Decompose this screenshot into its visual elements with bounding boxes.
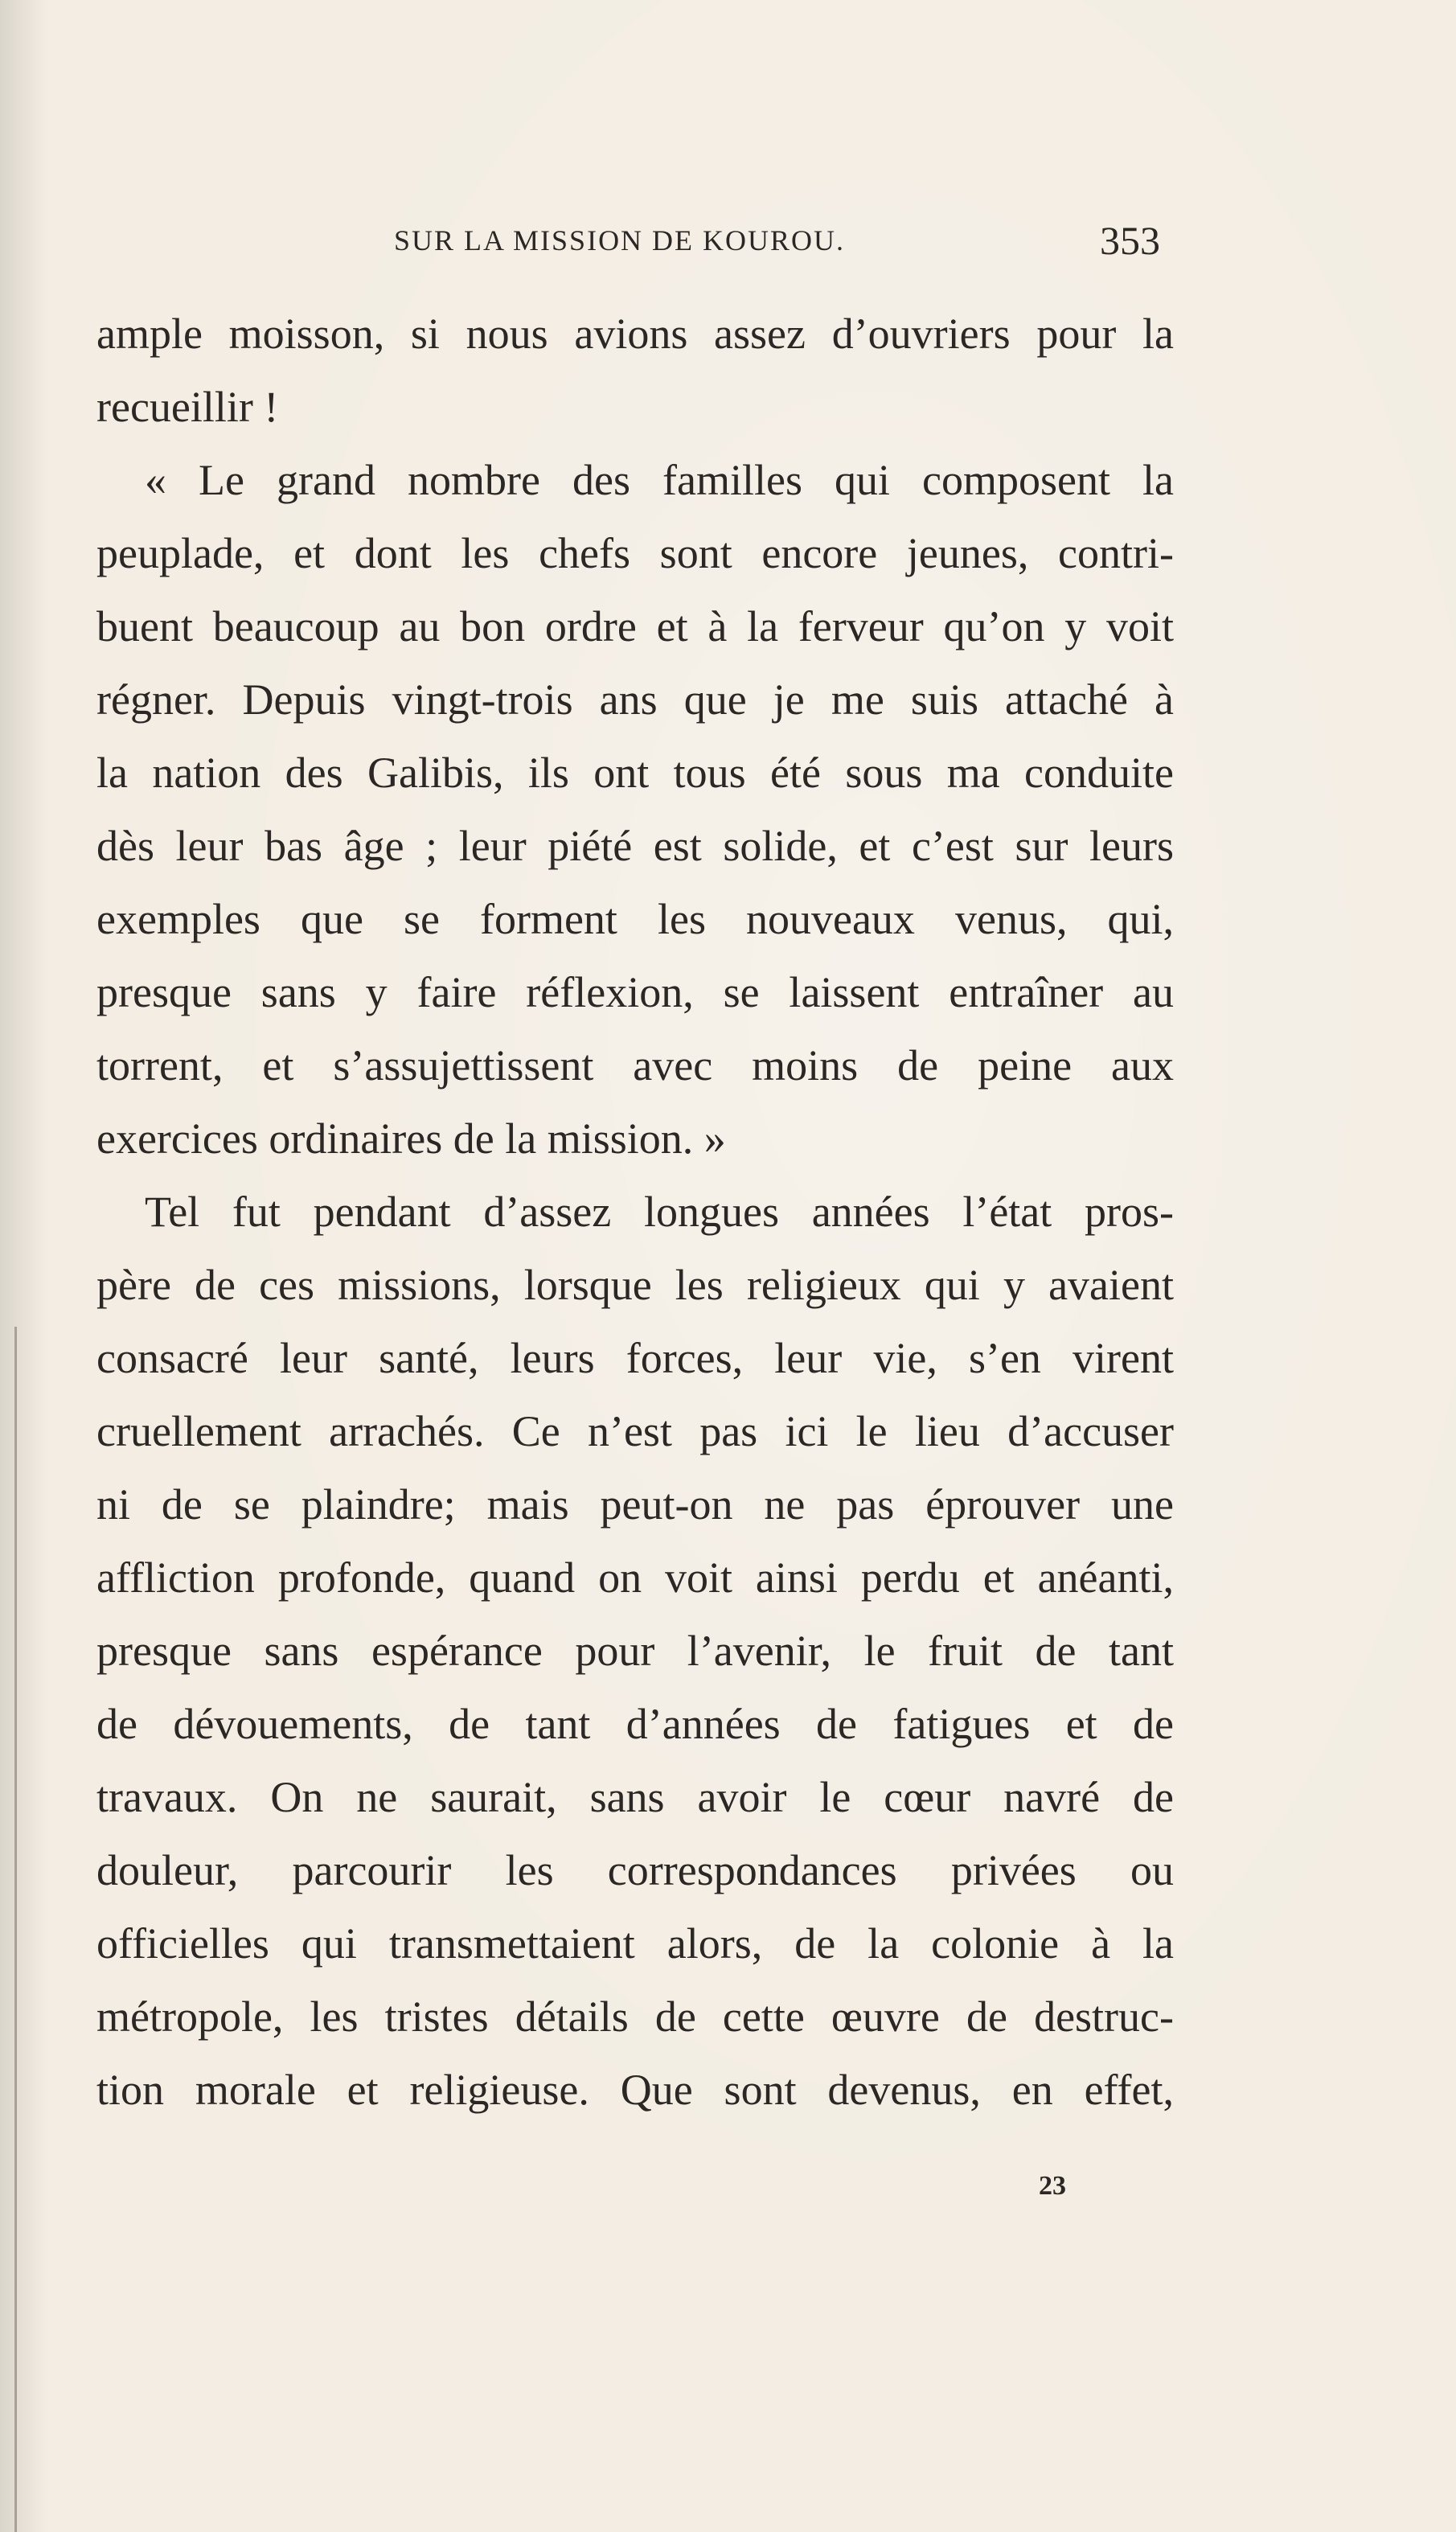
- text-line: exercices ordinaires de la mission. »: [96, 1114, 726, 1163]
- signature-mark: 23: [1039, 2171, 1066, 2201]
- text-line: presque sans y faire réflexion, se laissent entraîner au: [96, 968, 1174, 1016]
- text-line: « Le grand nombre des familles qui composent la: [145, 456, 1174, 504]
- text-line: recueillir !: [96, 383, 279, 431]
- text-line: presque sans espérance pour l’avenir, le fruit de tant: [96, 1627, 1174, 1675]
- text-line: de dévouements, de tant d’années de fatigues et de: [96, 1700, 1174, 1748]
- text-line: père de ces missions, lorsque les religieux qui y avaient: [96, 1261, 1174, 1309]
- text-line: affliction profonde, quand on voit ainsi perdu et anéanti,: [96, 1553, 1174, 1602]
- text-line: Tel fut pendant d’assez longues années l’état pros-: [145, 1188, 1174, 1236]
- text-line: la nation des Galibis, ils ont tous été sous ma conduite: [96, 749, 1174, 797]
- text-line: peuplade, et dont les chefs sont encore jeunes, contri-: [96, 529, 1174, 577]
- text-line: douleur, parcourir les correspondances privées ou: [96, 1846, 1174, 1894]
- text-line: travaux. On ne saurait, sans avoir le cœur navré de: [96, 1773, 1174, 1821]
- text-line: buent beaucoup au bon ordre et à la ferveur qu’on y voit: [96, 602, 1174, 650]
- body-text: [96, 298, 1174, 2127]
- running-title: SUR LA MISSION DE KOUROU.: [394, 224, 846, 256]
- text-line: cruellement arrachés. Ce n’est pas ici le lieu d’accuser: [96, 1407, 1174, 1455]
- text-line: officielles qui transmettaient alors, de la colonie à la: [96, 1919, 1174, 1968]
- page-header: [0, 218, 1456, 272]
- text-line: torrent, et s’assujettissent avec moins de peine aux: [96, 1041, 1174, 1090]
- page-number: 353: [1100, 218, 1160, 263]
- text-line: consacré leur santé, leurs forces, leur vie, s’en virent: [96, 1334, 1174, 1382]
- text-line: exemples que se forment les nouveaux venus, qui,: [96, 895, 1174, 943]
- text-line: ni de se plaindre; mais peut-on ne pas éprouver une: [96, 1480, 1174, 1529]
- binding-edge: [14, 1327, 17, 2532]
- text-line: ample moisson, si nous avions assez d’ouvriers pour la: [96, 310, 1174, 358]
- text-line: régner. Depuis vingt-trois ans que je me suis attaché à: [96, 675, 1174, 724]
- text-line: tion morale et religieuse. Que sont devenus, en effet,: [96, 2066, 1174, 2114]
- text-line: métropole, les tristes détails de cette œuvre de destruc-: [96, 1992, 1174, 2041]
- text-line: dès leur bas âge ; leur piété est solide, et c’est sur leurs: [96, 822, 1174, 870]
